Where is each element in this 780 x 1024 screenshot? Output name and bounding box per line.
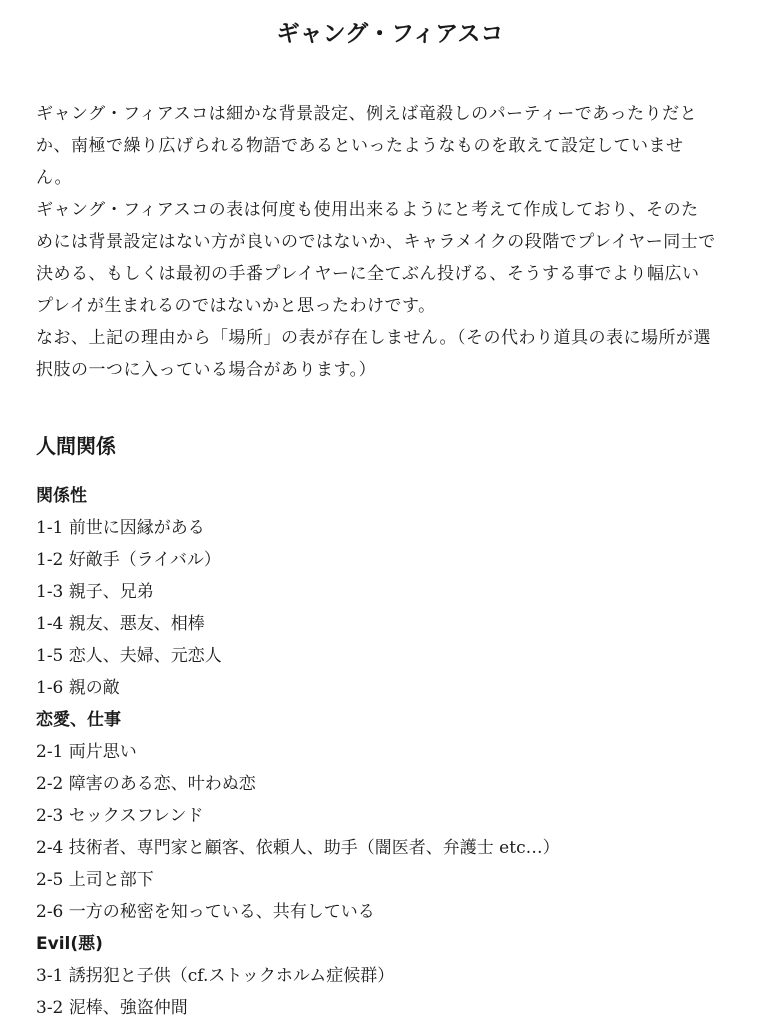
list-item: 1-5 恋人、夫婦、元恋人 [36, 646, 222, 666]
list-item: 2-6 一方の秘密を知っている、共有している [36, 902, 375, 922]
group-title-love-work: 恋愛、仕事 [36, 710, 121, 730]
list-item: 1-4 親友、悪友、相棒 [36, 614, 205, 634]
group-title-evil: Evil(悪) [36, 934, 103, 954]
intro-text [36, 98, 716, 386]
group-title-relationship: 関係性 [36, 486, 87, 506]
list-item: 2-3 セックスフレンド [36, 806, 204, 826]
list-item: 3-2 泥棒、強盗仲間 [36, 998, 188, 1018]
intro-paragraph: ギャング・フィアスコの表は何度も使用出来るようにと考えて作成しており、そのためには背景設定はない方が良いのではないか、キャラメイクの段階でプレイヤー同士で決める、もしくは最初の手番プレイヤーに全てぶん投げる、そうする事でより幅広いプレイが生まれるのではないかと思ったわけです。 [36, 200, 716, 316]
relationship-list [36, 480, 736, 1024]
list-item: 2-5 上司と部下 [36, 870, 154, 890]
intro-paragraph: ギャング・フィアスコは細かな背景設定、例えば竜殺しのパーティーであったりだとか、南極で繰り広げられる物語であるといったようなものを敢えて設定していません。 [36, 104, 698, 188]
list-item: 2-2 障害のある恋、叶わぬ恋 [36, 774, 256, 794]
list-item: 2-4 技術者、専門家と顧客、依頼人、助手（闇医者、弁護士 etc…） [36, 838, 560, 858]
list-item: 2-1 両片思い [36, 742, 137, 762]
list-item: 1-2 好敵手（ライバル） [36, 550, 221, 570]
list-item: 3-1 誘拐犯と子供（cf.ストックホルム症候群） [36, 966, 395, 986]
list-item: 1-1 前世に因縁がある [36, 518, 205, 538]
page-title: ギャング・フィアスコ [276, 21, 504, 47]
list-item: 1-3 親子、兄弟 [36, 582, 154, 602]
intro-paragraph: なお、上記の理由から「場所」の表が存在しません。（その代わり道具の表に場所が選択肢の一つに入っている場合があります。） [36, 328, 712, 380]
section-heading: 人間関係 [36, 434, 116, 458]
list-item: 1-6 親の敵 [36, 678, 120, 698]
